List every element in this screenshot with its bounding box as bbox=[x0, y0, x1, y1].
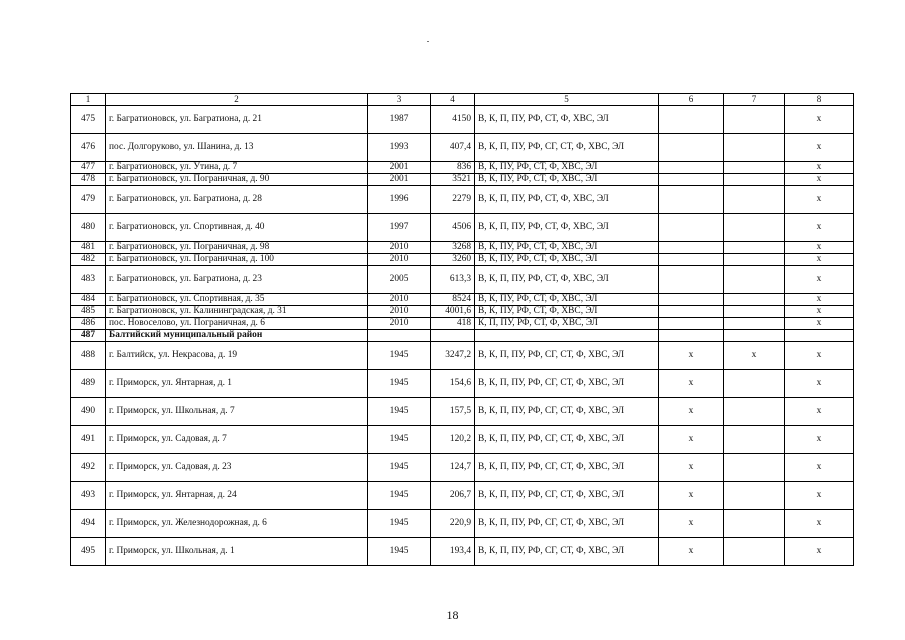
column-header: 2 bbox=[106, 94, 368, 106]
col7-mark-cell bbox=[724, 510, 785, 538]
col6-mark-cell: х bbox=[659, 454, 724, 482]
engineering-systems-cell: В, К, П, ПУ, РФ, СГ, СТ, Ф, ХВС, ЭЛ bbox=[475, 426, 659, 454]
build-year-cell: 2010 bbox=[368, 242, 431, 254]
build-year-cell: 1945 bbox=[368, 482, 431, 510]
engineering-systems-cell: В, К, П, ПУ, РФ, СГ, СТ, Ф, ХВС, ЭЛ bbox=[475, 398, 659, 426]
col6-mark-cell bbox=[659, 306, 724, 318]
area-cell: 206,7 bbox=[431, 482, 475, 510]
table-row bbox=[71, 162, 854, 174]
col6-mark-cell: х bbox=[659, 342, 724, 370]
row-number-cell: 486 bbox=[71, 318, 106, 330]
address-cell: г. Багратионовск, ул. Утина, д. 7 bbox=[106, 162, 368, 174]
col8-mark-cell: х bbox=[785, 162, 854, 174]
col7-mark-cell bbox=[724, 266, 785, 294]
row-number-cell: 483 bbox=[71, 266, 106, 294]
table-row bbox=[71, 186, 854, 214]
build-year-cell: 2010 bbox=[368, 306, 431, 318]
col6-mark-cell: х bbox=[659, 510, 724, 538]
address-cell: г. Приморск, ул. Янтарная, д. 1 bbox=[106, 370, 368, 398]
col8-mark-cell: х bbox=[785, 426, 854, 454]
column-header: 5 bbox=[475, 94, 659, 106]
col6-mark-cell: х bbox=[659, 538, 724, 566]
col7-mark-cell bbox=[724, 174, 785, 186]
column-header: 6 bbox=[659, 94, 724, 106]
area-cell: 2279 bbox=[431, 186, 475, 214]
engineering-systems-cell: В, К, П, ПУ, РФ, СГ, СТ, Ф, ХВС, ЭЛ bbox=[475, 370, 659, 398]
col6-mark-cell bbox=[659, 242, 724, 254]
column-header: 8 bbox=[785, 94, 854, 106]
col8-mark-cell: х bbox=[785, 398, 854, 426]
table-row bbox=[71, 426, 854, 454]
col7-mark-cell bbox=[724, 426, 785, 454]
build-year-cell: 1945 bbox=[368, 454, 431, 482]
engineering-systems-cell: К, П, ПУ, РФ, СТ, Ф, ХВС, ЭЛ bbox=[475, 318, 659, 330]
col8-mark-cell: х bbox=[785, 186, 854, 214]
table-row bbox=[71, 106, 854, 134]
engineering-systems-cell: В, К, П, ПУ, РФ, СГ, СТ, Ф, ХВС, ЭЛ bbox=[475, 134, 659, 162]
area-cell: 613,3 bbox=[431, 266, 475, 294]
engineering-systems-cell: В, К, ПУ, РФ, СТ, Ф, ХВС, ЭЛ bbox=[475, 254, 659, 266]
col6-mark-cell bbox=[659, 174, 724, 186]
row-number-cell: 488 bbox=[71, 342, 106, 370]
column-header: 3 bbox=[368, 94, 431, 106]
engineering-systems-cell: В, К, ПУ, РФ, СТ, Ф, ХВС, ЭЛ bbox=[475, 174, 659, 186]
col6-mark-cell bbox=[659, 294, 724, 306]
build-year-cell: 2001 bbox=[368, 162, 431, 174]
area-cell: 157,5 bbox=[431, 398, 475, 426]
table-row bbox=[71, 266, 854, 294]
col7-mark-cell: х bbox=[724, 342, 785, 370]
engineering-systems-cell bbox=[475, 330, 659, 342]
column-header: 1 bbox=[71, 94, 106, 106]
table-row bbox=[71, 294, 854, 306]
row-number-cell: 491 bbox=[71, 426, 106, 454]
table-row bbox=[71, 214, 854, 242]
page-number: 18 bbox=[446, 608, 459, 622]
row-number-cell: 479 bbox=[71, 186, 106, 214]
col6-mark-cell bbox=[659, 266, 724, 294]
col6-mark-cell bbox=[659, 254, 724, 266]
column-number-header-row bbox=[71, 94, 854, 106]
build-year-cell: 1945 bbox=[368, 370, 431, 398]
col7-mark-cell bbox=[724, 306, 785, 318]
table-row bbox=[71, 510, 854, 538]
build-year-cell: 1993 bbox=[368, 134, 431, 162]
address-cell: г. Приморск, ул. Школьная, д. 7 bbox=[106, 398, 368, 426]
column-header: 7 bbox=[724, 94, 785, 106]
row-number-cell: 494 bbox=[71, 510, 106, 538]
row-number-cell: 476 bbox=[71, 134, 106, 162]
area-cell: 407,4 bbox=[431, 134, 475, 162]
area-cell: 120,2 bbox=[431, 426, 475, 454]
area-cell: 3247,2 bbox=[431, 342, 475, 370]
address-cell: г. Багратионовск, ул. Багратиона, д. 23 bbox=[106, 266, 368, 294]
col6-mark-cell bbox=[659, 162, 724, 174]
col8-mark-cell: х bbox=[785, 242, 854, 254]
col8-mark-cell: х bbox=[785, 342, 854, 370]
col6-mark-cell bbox=[659, 318, 724, 330]
build-year-cell: 1945 bbox=[368, 398, 431, 426]
col6-mark-cell bbox=[659, 330, 724, 342]
build-year-cell: 1945 bbox=[368, 510, 431, 538]
col6-mark-cell: х bbox=[659, 482, 724, 510]
area-cell: 193,4 bbox=[431, 538, 475, 566]
address-cell: г. Багратионовск, ул. Пограничная, д. 100 bbox=[106, 254, 368, 266]
area-cell: 124,7 bbox=[431, 454, 475, 482]
table-row bbox=[71, 482, 854, 510]
area-cell: 8524 bbox=[431, 294, 475, 306]
row-number-cell: 475 bbox=[71, 106, 106, 134]
build-year-cell: 2010 bbox=[368, 254, 431, 266]
address-cell: г. Багратионовск, ул. Багратиона, д. 21 bbox=[106, 106, 368, 134]
engineering-systems-cell: В, К, П, ПУ, РФ, СТ, Ф, ХВС, ЭЛ bbox=[475, 106, 659, 134]
col7-mark-cell bbox=[724, 370, 785, 398]
col6-mark-cell bbox=[659, 134, 724, 162]
row-number-cell: 481 bbox=[71, 242, 106, 254]
col7-mark-cell bbox=[724, 454, 785, 482]
col8-mark-cell: х bbox=[785, 106, 854, 134]
build-year-cell: 1945 bbox=[368, 342, 431, 370]
col6-mark-cell: х bbox=[659, 370, 724, 398]
col7-mark-cell bbox=[724, 398, 785, 426]
area-cell: 3521 bbox=[431, 174, 475, 186]
build-year-cell: 1945 bbox=[368, 426, 431, 454]
table-row bbox=[71, 538, 854, 566]
build-year-cell bbox=[368, 330, 431, 342]
address-cell: г. Приморск, ул. Янтарная, д. 24 bbox=[106, 482, 368, 510]
row-number-cell: 485 bbox=[71, 306, 106, 318]
row-number-cell: 489 bbox=[71, 370, 106, 398]
address-cell: г. Багратионовск, ул. Багратиона, д. 28 bbox=[106, 186, 368, 214]
address-cell: г. Багратионовск, ул. Калининградская, д. 31 bbox=[106, 306, 368, 318]
table-row bbox=[71, 306, 854, 318]
build-year-cell: 2010 bbox=[368, 294, 431, 306]
col8-mark-cell: х bbox=[785, 482, 854, 510]
col8-mark-cell: х bbox=[785, 266, 854, 294]
address-cell: пос. Новоселово, ул. Пограничная, д. 6 bbox=[106, 318, 368, 330]
area-cell: 418 bbox=[431, 318, 475, 330]
engineering-systems-cell: В, К, П, ПУ, РФ, СГ, СТ, Ф, ХВС, ЭЛ bbox=[475, 482, 659, 510]
col8-mark-cell: х bbox=[785, 134, 854, 162]
col8-mark-cell: х bbox=[785, 538, 854, 566]
table-row bbox=[71, 242, 854, 254]
address-cell: г. Багратионовск, ул. Спортивная, д. 40 bbox=[106, 214, 368, 242]
engineering-systems-cell: В, К, ПУ, РФ, СТ, Ф, ХВС, ЭЛ bbox=[475, 294, 659, 306]
scan-speck bbox=[427, 41, 429, 42]
col7-mark-cell bbox=[724, 214, 785, 242]
col8-mark-cell: х bbox=[785, 214, 854, 242]
col6-mark-cell bbox=[659, 214, 724, 242]
row-number-cell: 493 bbox=[71, 482, 106, 510]
build-year-cell: 2001 bbox=[368, 174, 431, 186]
engineering-systems-cell: В, К, П, ПУ, РФ, СТ, Ф, ХВС, ЭЛ bbox=[475, 266, 659, 294]
row-number-cell: 478 bbox=[71, 174, 106, 186]
table-row bbox=[71, 342, 854, 370]
engineering-systems-cell: В, К, П, ПУ, РФ, СТ, Ф, ХВС, ЭЛ bbox=[475, 186, 659, 214]
area-cell bbox=[431, 330, 475, 342]
col8-mark-cell: х bbox=[785, 510, 854, 538]
address-cell: г. Приморск, ул. Садовая, д. 23 bbox=[106, 454, 368, 482]
table-row bbox=[71, 254, 854, 266]
col7-mark-cell bbox=[724, 294, 785, 306]
row-number-cell: 490 bbox=[71, 398, 106, 426]
build-year-cell: 1945 bbox=[368, 538, 431, 566]
table-row bbox=[71, 318, 854, 330]
engineering-systems-cell: В, К, П, ПУ, РФ, СГ, СТ, Ф, ХВС, ЭЛ bbox=[475, 454, 659, 482]
col7-mark-cell bbox=[724, 330, 785, 342]
table-row bbox=[71, 134, 854, 162]
col8-mark-cell: х bbox=[785, 294, 854, 306]
col7-mark-cell bbox=[724, 106, 785, 134]
col8-mark-cell bbox=[785, 330, 854, 342]
table-row bbox=[71, 174, 854, 186]
row-number-cell: 482 bbox=[71, 254, 106, 266]
row-number-cell: 477 bbox=[71, 162, 106, 174]
area-cell: 4150 bbox=[431, 106, 475, 134]
address-cell: г. Багратионовск, ул. Спортивная, д. 35 bbox=[106, 294, 368, 306]
col7-mark-cell bbox=[724, 134, 785, 162]
engineering-systems-cell: В, К, ПУ, РФ, СТ, Ф, ХВС, ЭЛ bbox=[475, 162, 659, 174]
section-row bbox=[71, 330, 854, 342]
area-cell: 3268 bbox=[431, 242, 475, 254]
engineering-systems-cell: В, К, П, ПУ, РФ, СГ, СТ, Ф, ХВС, ЭЛ bbox=[475, 510, 659, 538]
table-row bbox=[71, 454, 854, 482]
housing-register-table bbox=[70, 93, 854, 566]
address-cell: г. Приморск, ул. Садовая, д. 7 bbox=[106, 426, 368, 454]
col7-mark-cell bbox=[724, 538, 785, 566]
col7-mark-cell bbox=[724, 254, 785, 266]
column-header: 4 bbox=[431, 94, 475, 106]
col8-mark-cell: х bbox=[785, 370, 854, 398]
address-cell: г. Приморск, ул. Школьная, д. 1 bbox=[106, 538, 368, 566]
address-cell: г. Балтийск, ул. Некрасова, д. 19 bbox=[106, 342, 368, 370]
row-number-cell: 495 bbox=[71, 538, 106, 566]
col7-mark-cell bbox=[724, 482, 785, 510]
area-cell: 836 bbox=[431, 162, 475, 174]
address-cell: пос. Долгоруково, ул. Шанина, д. 13 bbox=[106, 134, 368, 162]
build-year-cell: 1996 bbox=[368, 186, 431, 214]
engineering-systems-cell: В, К, ПУ, РФ, СТ, Ф, ХВС, ЭЛ bbox=[475, 242, 659, 254]
engineering-systems-cell: В, К, П, ПУ, РФ, СГ, СТ, Ф, ХВС, ЭЛ bbox=[475, 342, 659, 370]
row-number-cell: 480 bbox=[71, 214, 106, 242]
col8-mark-cell: х bbox=[785, 174, 854, 186]
table-row bbox=[71, 398, 854, 426]
address-cell: г. Багратионовск, ул. Пограничная, д. 98 bbox=[106, 242, 368, 254]
engineering-systems-cell: В, К, П, ПУ, РФ, СГ, СТ, Ф, ХВС, ЭЛ bbox=[475, 538, 659, 566]
row-number-cell: 487 bbox=[71, 330, 106, 342]
col7-mark-cell bbox=[724, 242, 785, 254]
col6-mark-cell bbox=[659, 186, 724, 214]
col7-mark-cell bbox=[724, 318, 785, 330]
table-row bbox=[71, 370, 854, 398]
col8-mark-cell: х bbox=[785, 454, 854, 482]
area-cell: 4506 bbox=[431, 214, 475, 242]
area-cell: 4001,6 bbox=[431, 306, 475, 318]
section-title: Балтийский муниципальный район bbox=[106, 330, 368, 342]
build-year-cell: 1997 bbox=[368, 214, 431, 242]
engineering-systems-cell: В, К, ПУ, РФ, СТ, Ф, ХВС, ЭЛ bbox=[475, 306, 659, 318]
row-number-cell: 484 bbox=[71, 294, 106, 306]
col6-mark-cell: х bbox=[659, 426, 724, 454]
col8-mark-cell: х bbox=[785, 306, 854, 318]
address-cell: г. Приморск, ул. Железнодорожная, д. 6 bbox=[106, 510, 368, 538]
build-year-cell: 2010 bbox=[368, 318, 431, 330]
col6-mark-cell: х bbox=[659, 398, 724, 426]
col7-mark-cell bbox=[724, 162, 785, 174]
col8-mark-cell: х bbox=[785, 318, 854, 330]
col7-mark-cell bbox=[724, 186, 785, 214]
area-cell: 220,9 bbox=[431, 510, 475, 538]
build-year-cell: 2005 bbox=[368, 266, 431, 294]
address-cell: г. Багратионовск, ул. Пограничная, д. 90 bbox=[106, 174, 368, 186]
area-cell: 154,6 bbox=[431, 370, 475, 398]
row-number-cell: 492 bbox=[71, 454, 106, 482]
col6-mark-cell bbox=[659, 106, 724, 134]
area-cell: 3260 bbox=[431, 254, 475, 266]
col8-mark-cell: х bbox=[785, 254, 854, 266]
engineering-systems-cell: В, К, П, ПУ, РФ, СТ, Ф, ХВС, ЭЛ bbox=[475, 214, 659, 242]
build-year-cell: 1987 bbox=[368, 106, 431, 134]
